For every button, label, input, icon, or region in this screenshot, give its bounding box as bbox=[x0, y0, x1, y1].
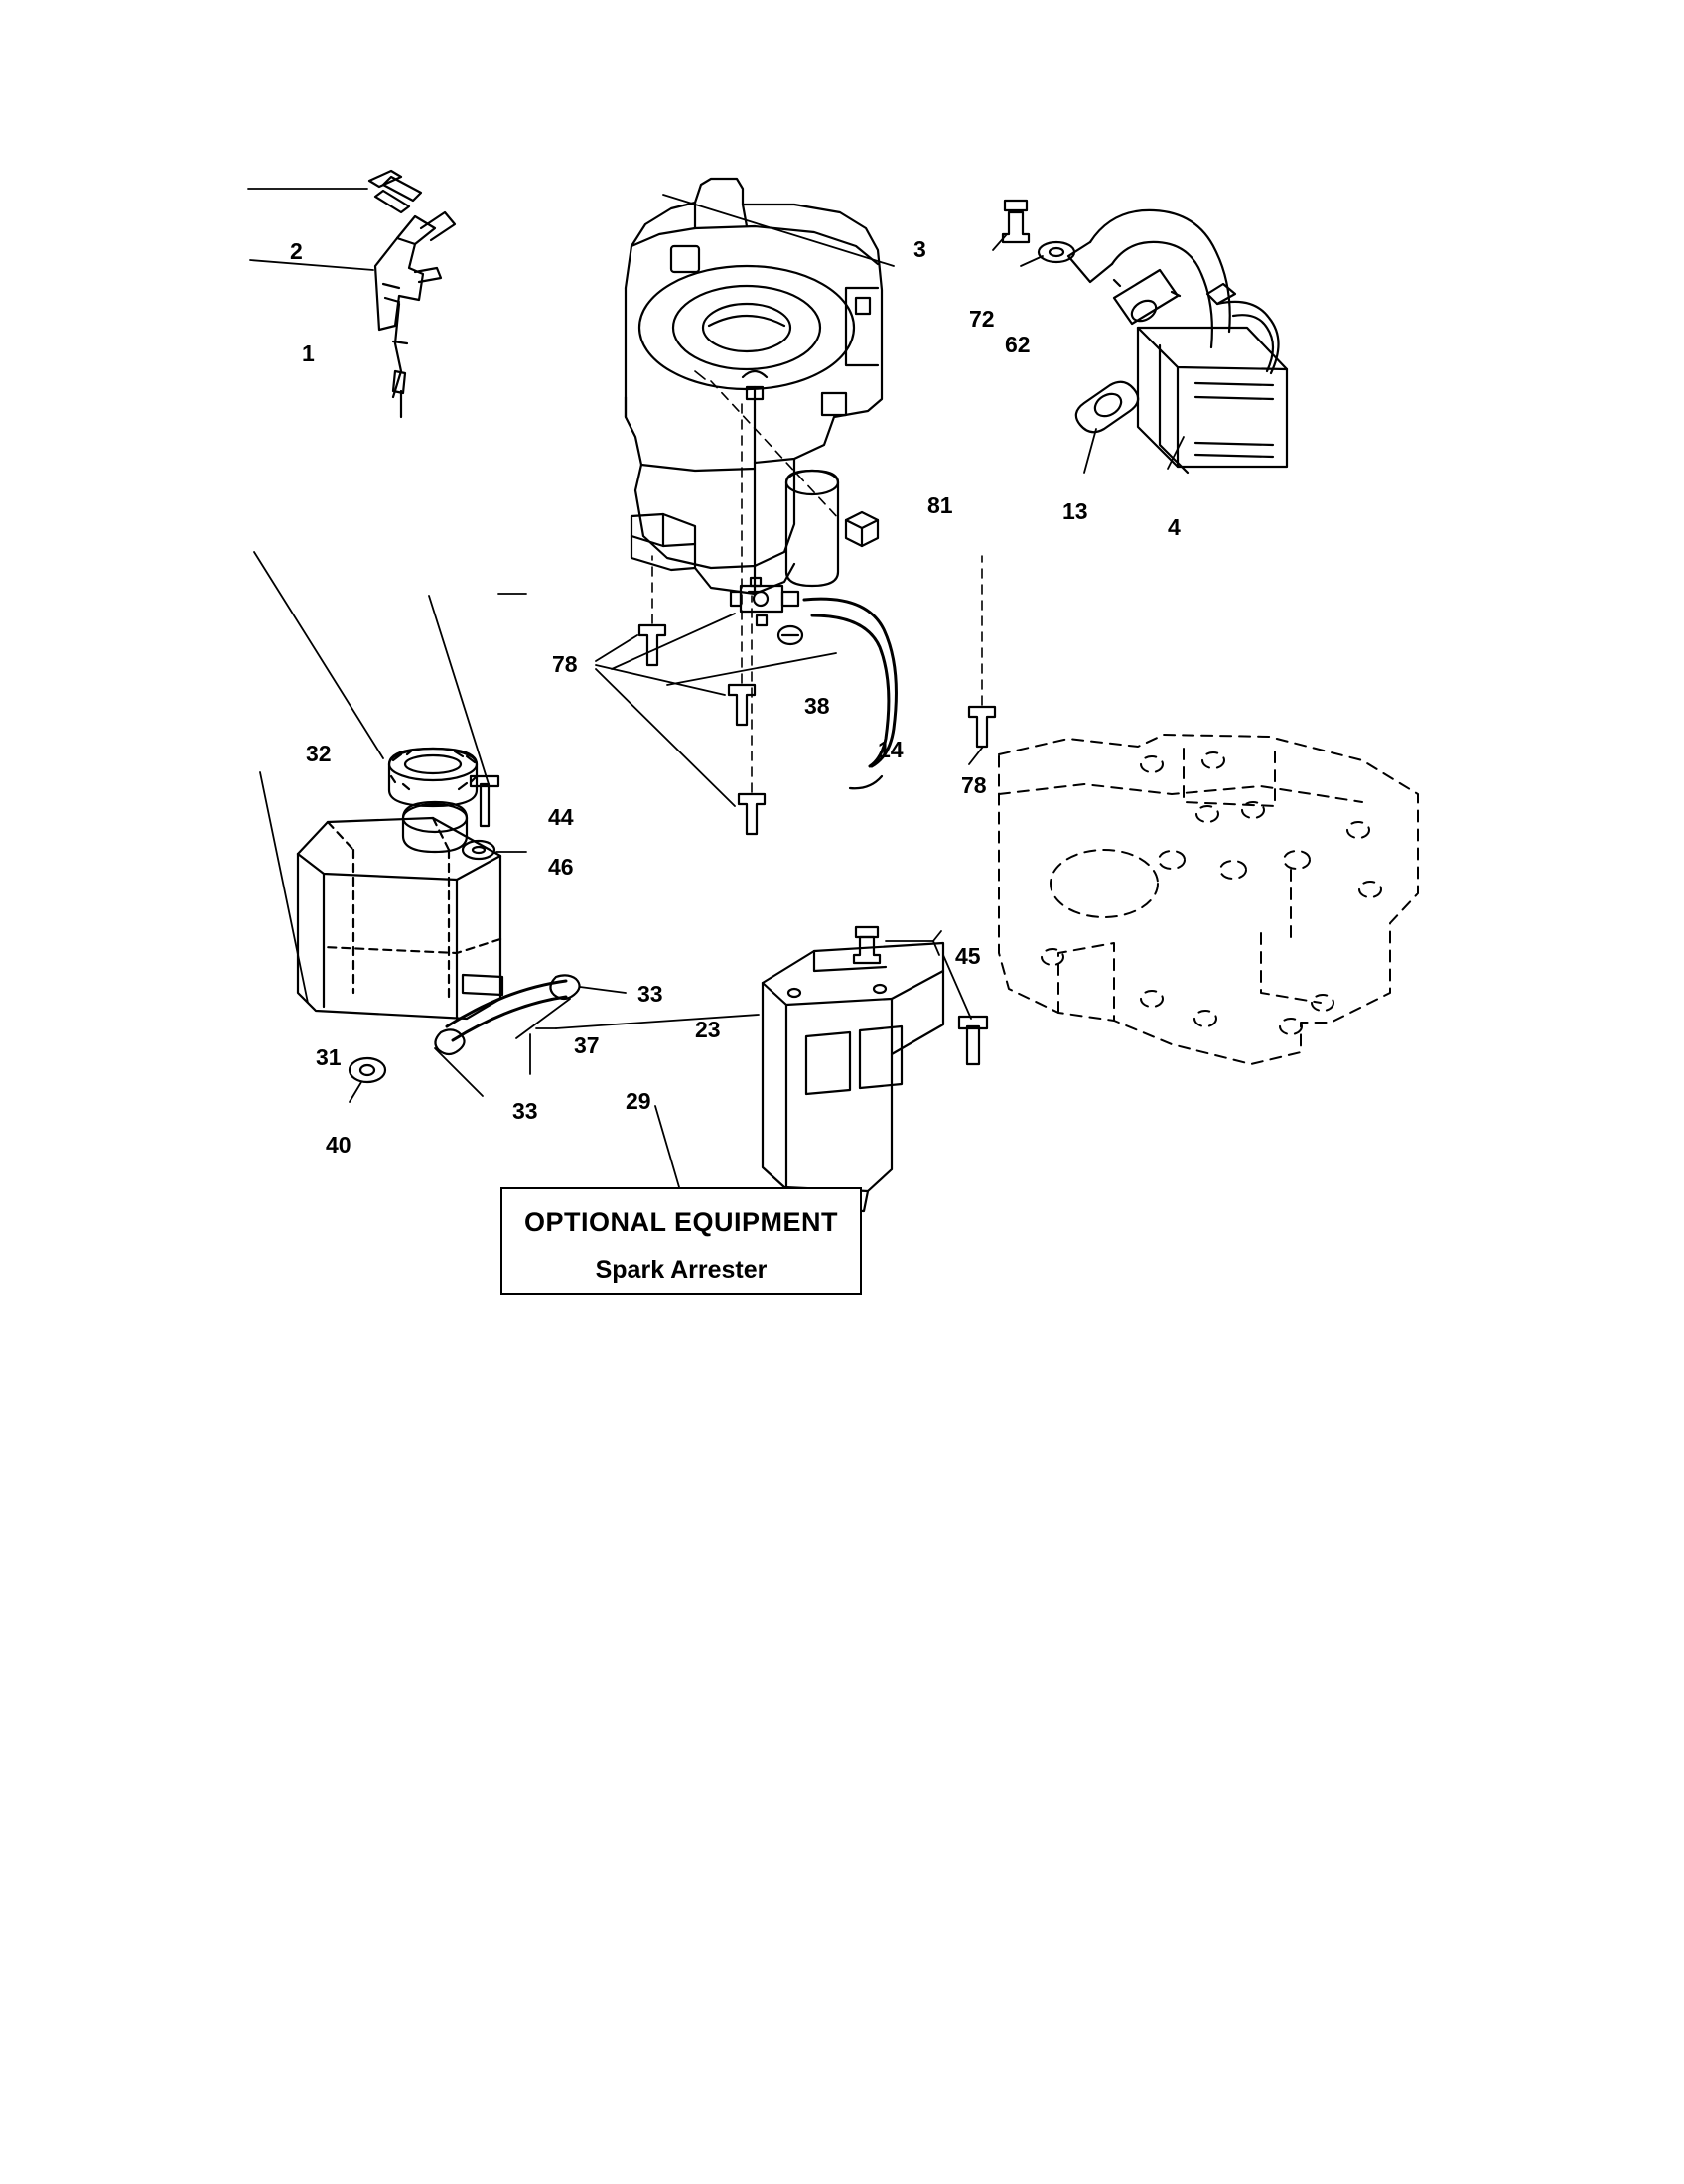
callout-14: 14 bbox=[878, 737, 904, 762]
callout-40: 40 bbox=[326, 1132, 351, 1158]
callout-45: 45 bbox=[955, 943, 981, 969]
callout-44: 44 bbox=[548, 804, 574, 830]
callout-33-bottom: 33 bbox=[512, 1098, 538, 1124]
callout-1: 1 bbox=[302, 341, 315, 366]
callout-13: 13 bbox=[1062, 498, 1088, 524]
callout-29: 29 bbox=[626, 1088, 651, 1114]
muffler-group bbox=[993, 201, 1287, 473]
throttle-control-group bbox=[248, 171, 455, 417]
callout-23: 23 bbox=[695, 1017, 721, 1042]
chassis-plate-group bbox=[999, 735, 1418, 1064]
optional-equipment-box bbox=[500, 1187, 862, 1295]
optional-equipment-title: OPTIONAL EQUIPMENT bbox=[523, 1207, 839, 1237]
callout-72: 72 bbox=[969, 306, 995, 332]
callout-46: 46 bbox=[548, 854, 574, 880]
callout-32: 32 bbox=[306, 741, 332, 766]
callout-62: 62 bbox=[1005, 332, 1031, 357]
callout-4: 4 bbox=[1168, 514, 1181, 540]
callout-78-left: 78 bbox=[552, 651, 578, 677]
callout-38: 38 bbox=[804, 693, 830, 719]
heat-shield-group bbox=[530, 927, 987, 1211]
callout-2: 2 bbox=[290, 238, 303, 264]
callout-3: 3 bbox=[913, 236, 926, 262]
callout-33-top: 33 bbox=[637, 981, 663, 1007]
callout-78-right: 78 bbox=[961, 772, 987, 798]
callout-31: 31 bbox=[316, 1044, 342, 1070]
callout-81: 81 bbox=[927, 492, 953, 518]
optional-equipment-subtitle: Spark Arrester bbox=[595, 1256, 768, 1284]
callout-37: 37 bbox=[574, 1032, 600, 1058]
